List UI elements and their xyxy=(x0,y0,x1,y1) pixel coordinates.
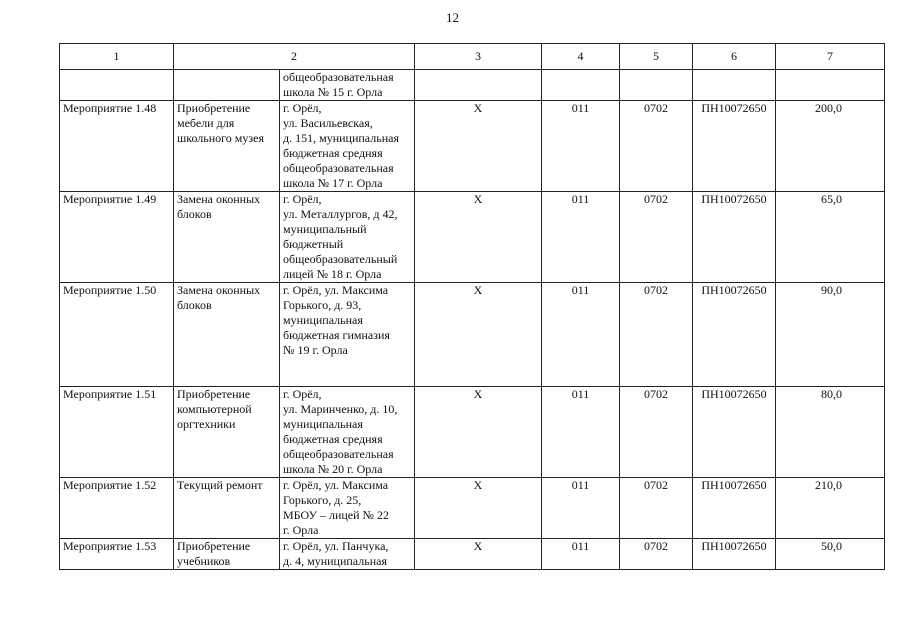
header-cell: 1 xyxy=(60,44,174,70)
col7-cell: 50,0 xyxy=(776,539,885,570)
address-cell: общеобразовательная школа № 15 г. Орла xyxy=(280,70,415,101)
col7-cell: 90,0 xyxy=(776,283,885,387)
table-row xyxy=(60,70,885,101)
col6-cell: ПН10072650 xyxy=(693,387,776,478)
col5-cell: 0702 xyxy=(620,539,693,570)
address-cell: г. Орёл, ул. Васильевская, д. 151, муниципальная бюджетная средняя общеобразовательная школа № 17 г. Орла xyxy=(280,101,415,192)
col7-cell: 200,0 xyxy=(776,101,885,192)
table-row xyxy=(60,192,885,283)
col4-cell xyxy=(542,70,620,101)
address-cell: г. Орёл, ул. Максима Горького, д. 25, МБОУ – лицей № 22 г. Орла xyxy=(280,478,415,539)
col5-cell: 0702 xyxy=(620,283,693,387)
header-cell: 5 xyxy=(620,44,693,70)
col7-cell: 65,0 xyxy=(776,192,885,283)
col4-cell: 011 xyxy=(542,101,620,192)
budget-table xyxy=(59,43,885,570)
table-row xyxy=(60,478,885,539)
col3-cell: Х xyxy=(415,387,542,478)
col3-cell: Х xyxy=(415,478,542,539)
name-cell: Замена оконных блоков xyxy=(174,283,280,387)
header-cell: 7 xyxy=(776,44,885,70)
col3-cell: Х xyxy=(415,539,542,570)
event-cell: Мероприятие 1.51 xyxy=(60,387,174,478)
header-row xyxy=(60,44,885,70)
table-row xyxy=(60,101,885,192)
event-cell: Мероприятие 1.48 xyxy=(60,101,174,192)
address-cell: г. Орёл, ул. Панчука, д. 4, муниципальная xyxy=(280,539,415,570)
event-cell: Мероприятие 1.49 xyxy=(60,192,174,283)
header-cell: 4 xyxy=(542,44,620,70)
address-cell: г. Орёл, ул. Металлургов, д 42, муниципальный бюджетный общеобразовательный лицей № 18 г. Орла xyxy=(280,192,415,283)
col6-cell: ПН10072650 xyxy=(693,478,776,539)
col6-cell xyxy=(693,70,776,101)
col7-cell: 80,0 xyxy=(776,387,885,478)
col5-cell: 0702 xyxy=(620,478,693,539)
col5-cell: 0702 xyxy=(620,101,693,192)
event-cell: Мероприятие 1.52 xyxy=(60,478,174,539)
name-cell: Приобретение учебников xyxy=(174,539,280,570)
col3-cell: Х xyxy=(415,283,542,387)
page-number: 12 xyxy=(446,10,459,25)
col4-cell: 011 xyxy=(542,539,620,570)
col4-cell: 011 xyxy=(542,283,620,387)
col4-cell: 011 xyxy=(542,478,620,539)
name-cell: Приобретение мебели для школьного музея xyxy=(174,101,280,192)
event-cell: Мероприятие 1.50 xyxy=(60,283,174,387)
col6-cell: ПН10072650 xyxy=(693,192,776,283)
col3-cell: Х xyxy=(415,192,542,283)
header-cell: 3 xyxy=(415,44,542,70)
col6-cell: ПН10072650 xyxy=(693,283,776,387)
name-cell: Замена оконных блоков xyxy=(174,192,280,283)
name-cell: Текущий ремонт xyxy=(174,478,280,539)
table-row xyxy=(60,539,885,570)
col4-cell: 011 xyxy=(542,192,620,283)
col5-cell: 0702 xyxy=(620,192,693,283)
col6-cell: ПН10072650 xyxy=(693,539,776,570)
event-cell xyxy=(60,70,174,101)
col7-cell xyxy=(776,70,885,101)
col5-cell: 0702 xyxy=(620,387,693,478)
name-cell xyxy=(174,70,280,101)
address-cell: г. Орёл, ул. Маринченко, д. 10, муниципальная бюджетная средняя общеобразовательная школа № 20 г. Орла xyxy=(280,387,415,478)
col3-cell: Х xyxy=(415,101,542,192)
event-cell: Мероприятие 1.53 xyxy=(60,539,174,570)
col7-cell: 210,0 xyxy=(776,478,885,539)
col6-cell: ПН10072650 xyxy=(693,101,776,192)
header-cell: 6 xyxy=(693,44,776,70)
col5-cell xyxy=(620,70,693,101)
col3-cell xyxy=(415,70,542,101)
address-cell: г. Орёл, ул. Максима Горького, д. 93, муниципальная бюджетная гимназия № 19 г. Орла xyxy=(280,283,415,387)
table-row xyxy=(60,283,885,387)
table-row xyxy=(60,387,885,478)
header-cell: 2 xyxy=(174,44,415,70)
name-cell: Приобретение компьютерной оргтехники xyxy=(174,387,280,478)
col4-cell: 011 xyxy=(542,387,620,478)
